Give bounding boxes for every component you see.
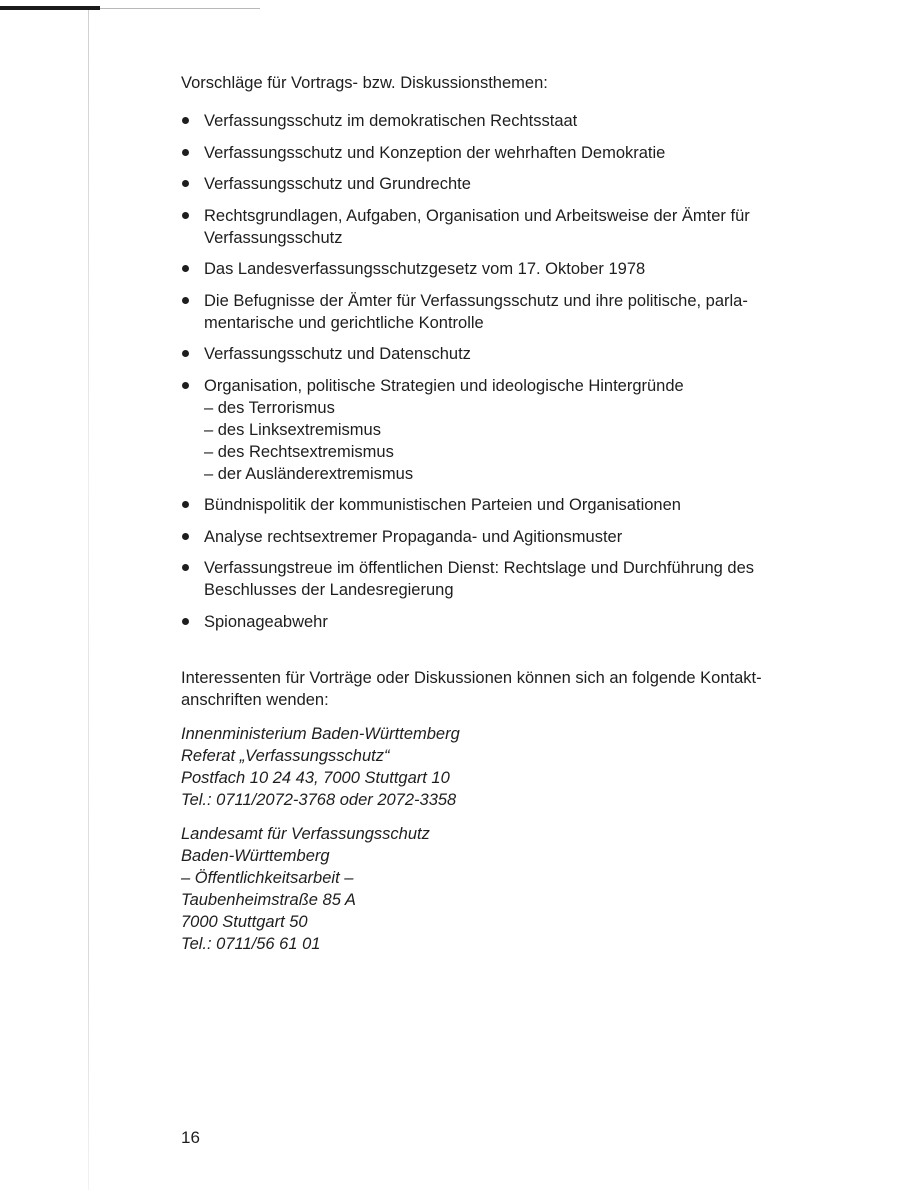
bullet-icon [182,180,189,187]
scan-edge-line [100,8,260,9]
page-content [181,72,831,967]
topic-item: Analyse rechtsextremer Propaganda- und Agitionsmuster [181,526,831,548]
topic-item: Verfassungsschutz und Grundrechte [181,173,831,195]
sub-item: – der Ausländerextremismus [204,464,414,483]
topic-item: Verfassungsschutz und Konzeption der wehrhaften Demokratie [181,142,831,164]
bullet-icon [182,117,189,124]
scan-edge-bar [0,6,100,10]
bullet-icon [182,212,189,219]
bullet-icon [182,149,189,156]
topic-item: Spionageabwehr [181,611,831,633]
topic-list [181,110,831,633]
topics-heading: Vorschläge für Vortrags- bzw. Diskussionsthemen: [181,74,548,92]
topic-item: Verfassungsschutz im demokratischen Rechtsstaat [181,110,831,132]
bullet-icon [182,618,189,625]
topic-item: Verfassungstreue im öffentlichen Dienst: Rechtslage und Durchführung des Beschlusses der Landesregierung [181,557,831,601]
topic-item: Rechtsgrundlagen, Aufgaben, Organisation und Arbeitsweise der Ämter für Verfassungsschutz [181,205,831,249]
sub-item: – des Linksextremismus [204,420,381,439]
bullet-icon [182,297,189,304]
scan-gutter-shadow [88,10,89,1190]
sub-item: – des Terrorismus [204,398,335,417]
address-landesamt: Landesamt für Verfassungsschutz Baden-Württemberg – Öffentlichkeitsarbeit – Taubenheimstraße 85 A 7000 Stuttgart 50 Tel.: 0711/56 61 01 [181,824,430,953]
bullet-icon [182,501,189,508]
topic-item: Bündnispolitik der kommunistischen Parteien und Organisationen [181,494,831,516]
page-number: 16 [181,1128,200,1147]
topic-item: Organisation, politische Strategien und ideologische Hintergründe – des Terrorismus – des Linksextremismus – des Rechtsextremismus – der Ausländerextremismus [181,375,831,485]
topic-item: Verfassungsschutz und Datenschutz [181,343,831,365]
topic-item: Die Befugnisse der Ämter für Verfassungsschutz und ihre politische, parla- mentarische und gerichtliche Kontrolle [181,290,831,334]
bullet-icon [182,350,189,357]
bullet-icon [182,382,189,389]
bullet-icon [182,533,189,540]
bullet-icon [182,564,189,571]
sub-item: – des Rechtsextremismus [204,442,394,461]
contact-intro: Interessenten für Vorträge oder Diskussionen können sich an folgende Kontakt- anschriften wenden: [181,668,762,709]
bullet-icon [182,265,189,272]
topic-item: Das Landesverfassungsschutzgesetz vom 17. Oktober 1978 [181,258,831,280]
address-ministry: Innenministerium Baden-Württemberg Referat „Verfassungsschutz“ Postfach 10 24 43, 7000 Stuttgart 10 Tel.: 0711/2072-3768 oder 2072-3358 [181,724,460,809]
